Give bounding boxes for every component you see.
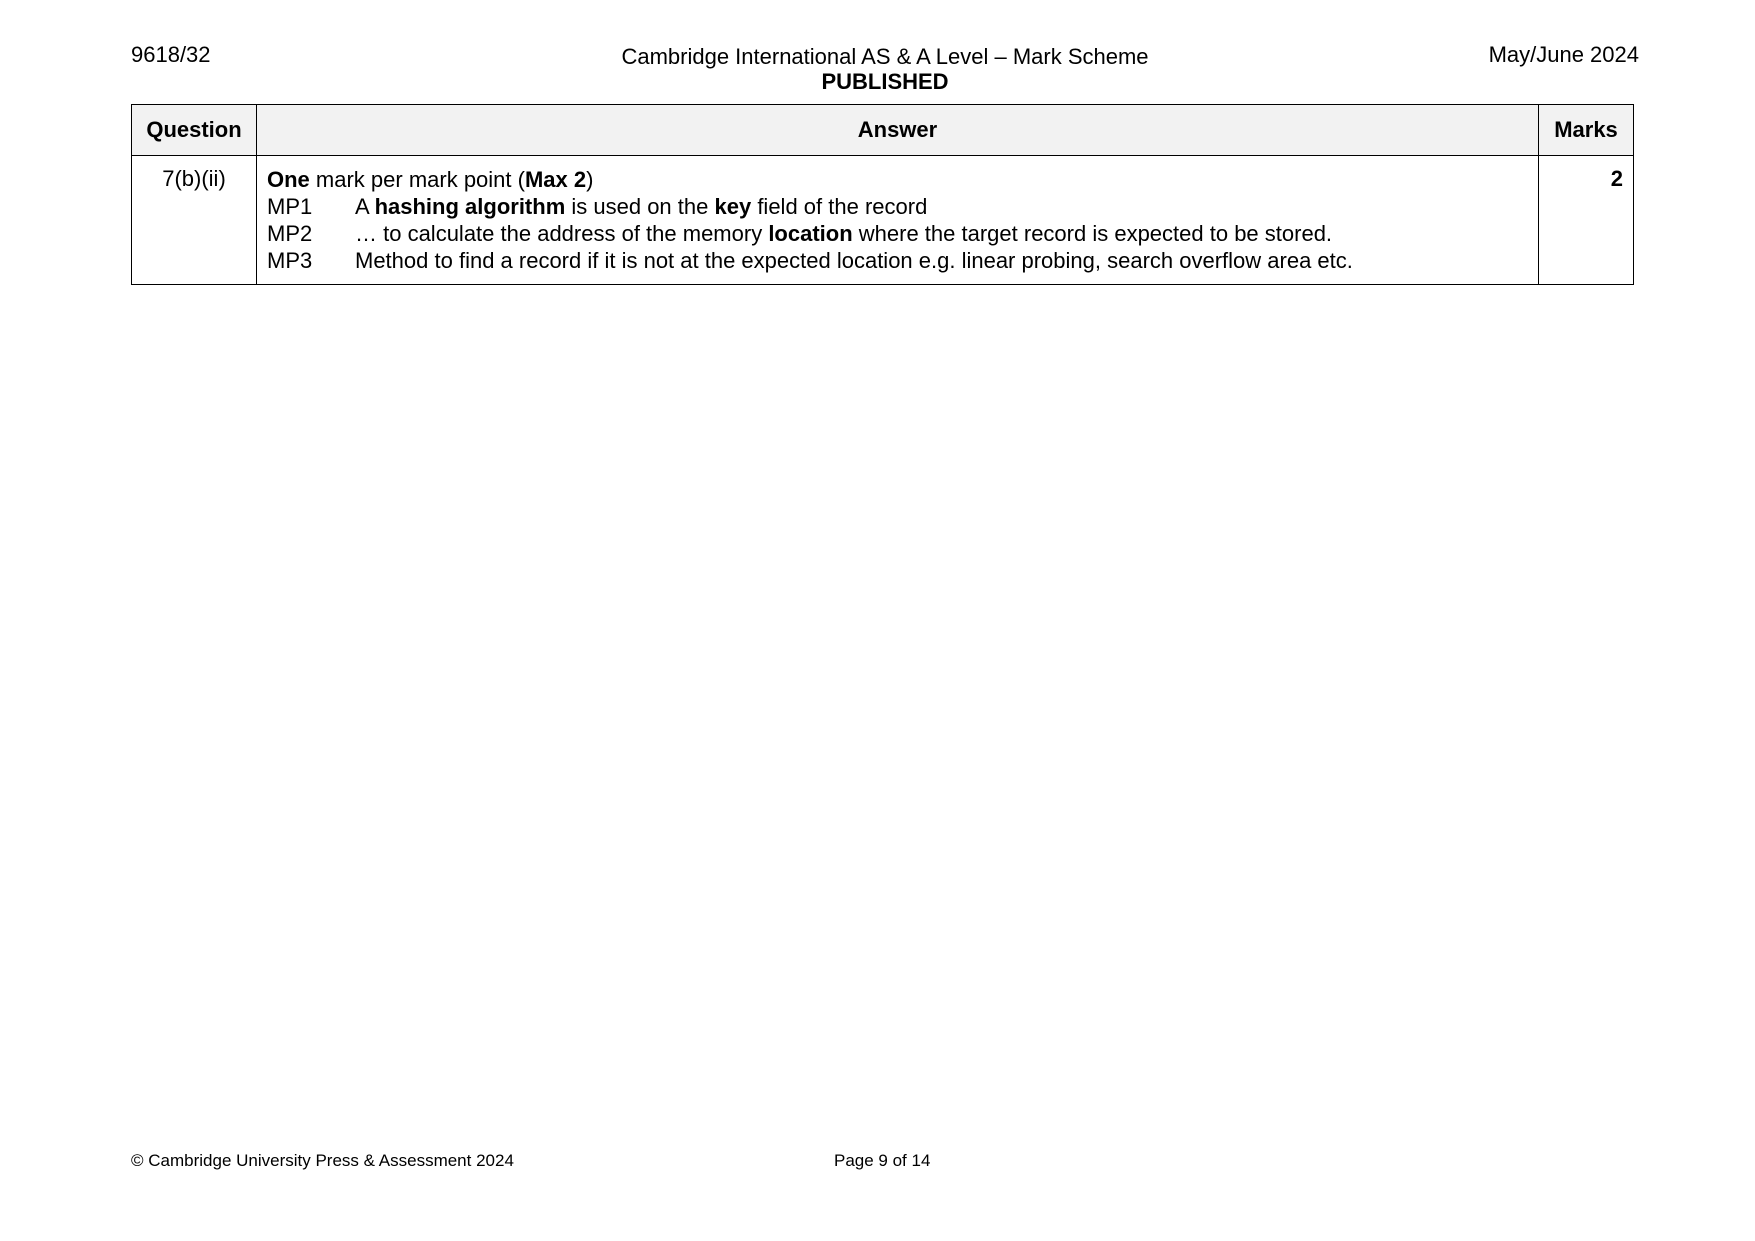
guidance-bold-one: One xyxy=(267,167,310,192)
copyright-notice: © Cambridge University Press & Assessment 2024 xyxy=(131,1151,514,1170)
marks-value: 2 xyxy=(1539,156,1634,285)
mark-point-text xyxy=(355,193,927,220)
guidance-text: mark per mark point ( xyxy=(309,167,525,192)
column-header-answer: Answer xyxy=(257,105,1539,156)
mark-point-text xyxy=(355,220,1332,247)
mark-point-id: MP1 xyxy=(267,194,313,219)
answer-cell xyxy=(257,156,1539,285)
mark-point-1 xyxy=(267,193,1528,220)
mark-guidance xyxy=(267,166,1528,193)
column-header-marks: Marks xyxy=(1539,105,1634,156)
mark-scheme-table xyxy=(131,104,1634,285)
table-row xyxy=(132,156,1634,285)
guidance-text-end: ) xyxy=(586,167,594,192)
mark-point-id: MP3 xyxy=(267,248,313,273)
paper-code: 9618/32 xyxy=(131,42,211,67)
mark-point-2 xyxy=(267,220,1528,247)
exam-session: May/June 2024 xyxy=(1488,42,1639,67)
keyword-key: key xyxy=(714,194,752,219)
text-part: A xyxy=(355,194,375,219)
question-number: 7(b)(ii) xyxy=(132,156,257,285)
mark-point-text: Method to find a record if it is not at the expected location e.g. linear probing, search overflow area etc. xyxy=(355,248,1353,273)
text-part: is used on the xyxy=(565,194,715,219)
keyword-location: location xyxy=(768,221,853,246)
column-header-question: Question xyxy=(132,105,257,156)
text-part: where the target record is expected to be stored. xyxy=(852,221,1333,246)
page-header xyxy=(131,42,1639,102)
text-part: field of the record xyxy=(751,194,928,219)
text-part: … to calculate the address of the memory xyxy=(355,221,769,246)
mark-point-3 xyxy=(267,247,1528,274)
header-center xyxy=(131,42,1639,92)
published-label: PUBLISHED xyxy=(821,69,949,94)
table-header-row xyxy=(132,105,1634,156)
page-number: Page 9 of 14 xyxy=(834,1151,931,1170)
document-title: Cambridge International AS & A Level – Mark Scheme xyxy=(621,44,1149,69)
mark-point-id: MP2 xyxy=(267,221,313,246)
keyword-hashing-algorithm: hashing algorithm xyxy=(374,194,566,219)
guidance-bold-max: Max 2 xyxy=(524,167,587,192)
